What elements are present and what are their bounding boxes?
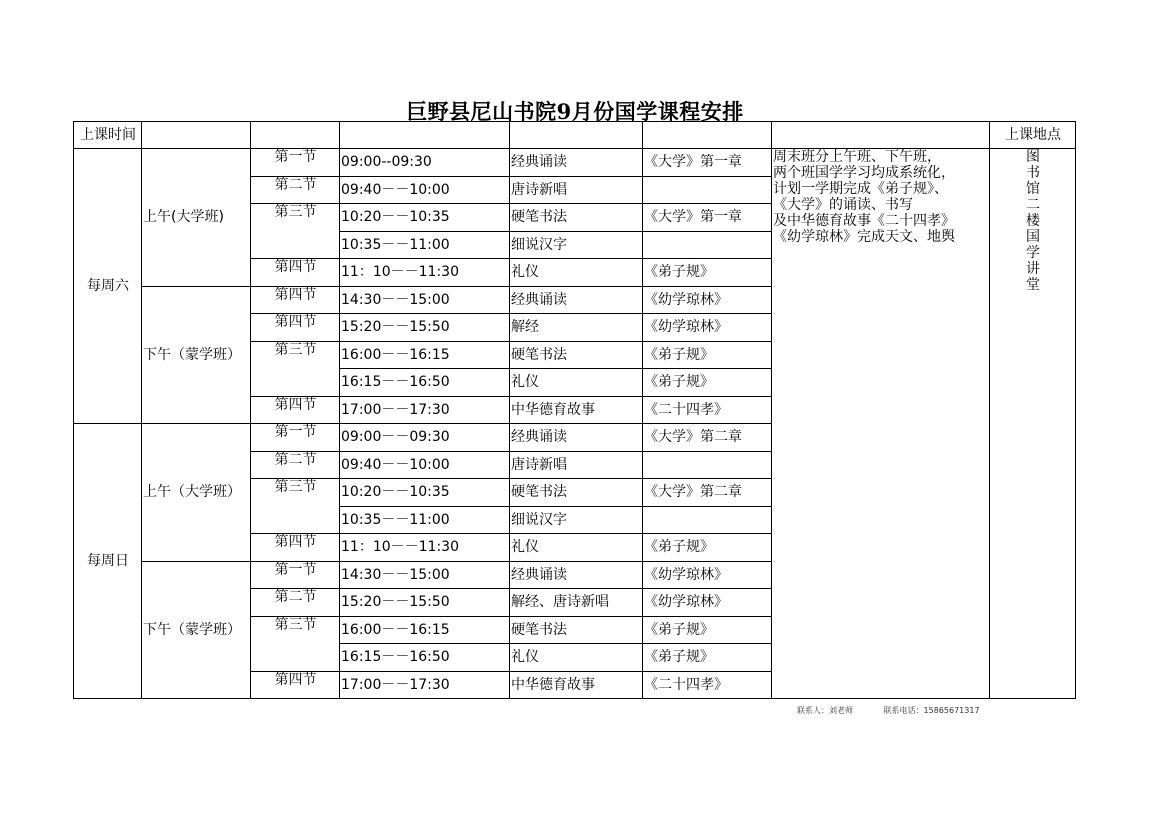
course-cell: 经典诵读 <box>510 149 643 177</box>
time-cell: 14:30－－15:00 <box>340 561 510 589</box>
time-cell: 16:15－－16:50 <box>340 644 510 672</box>
section-label: 第一节 <box>251 424 340 452</box>
location-char: 二 <box>1026 197 1040 213</box>
location-char: 馆 <box>1026 181 1040 197</box>
course-cell: 礼仪 <box>510 369 643 397</box>
section-label: 第四节 <box>251 286 340 314</box>
note-line: 《大学》的诵读、书写 <box>773 197 913 213</box>
course-cell: 解经 <box>510 314 643 342</box>
section-label: 第四节 <box>251 259 340 287</box>
book-cell: 《大学》第一章 <box>643 204 772 232</box>
header-empty-cell <box>510 122 643 149</box>
header-place-label: 上课地点 <box>990 122 1076 149</box>
book-cell: 《幼学琼林》 <box>643 561 772 589</box>
course-cell: 经典诵读 <box>510 286 643 314</box>
book-cell: 《弟子规》 <box>643 369 772 397</box>
header-row <box>74 122 1076 149</box>
afternoon-class-label: 下午（蒙学班） <box>142 561 251 699</box>
course-cell: 中华德育故事 <box>510 396 643 424</box>
section-label: 第四节 <box>251 534 340 562</box>
course-note <box>772 149 990 699</box>
afternoon-class-label: 下午（蒙学班） <box>142 286 251 424</box>
book-cell: 《弟子规》 <box>643 616 772 644</box>
course-cell: 礼仪 <box>510 534 643 562</box>
schedule-table <box>73 121 1076 699</box>
time-cell: 11：10－－11:30 <box>340 259 510 287</box>
time-cell: 17:00－－17:30 <box>340 396 510 424</box>
location-char: 国 <box>1026 229 1040 245</box>
section-label: 第四节 <box>251 396 340 424</box>
book-cell: 《大学》第一章 <box>643 149 772 177</box>
section-label: 第四节 <box>251 671 340 699</box>
course-cell: 解经、唐诗新唱 <box>510 589 643 617</box>
time-cell: 14:30－－15:00 <box>340 286 510 314</box>
header-time-label: 上课时间 <box>74 122 142 149</box>
morning-class-label: 上午(大学班) <box>142 149 251 287</box>
course-cell: 细说汉字 <box>510 506 643 534</box>
day-label: 每周日 <box>74 424 142 699</box>
time-cell: 16:00－－16:15 <box>340 341 510 369</box>
book-cell <box>643 506 772 534</box>
course-cell: 礼仪 <box>510 644 643 672</box>
note-line: 及中华德育故事《二十四孝》 <box>773 213 955 229</box>
course-cell: 唐诗新唱 <box>510 451 643 479</box>
course-cell: 经典诵读 <box>510 424 643 452</box>
footer-contact <box>797 705 1008 716</box>
location-char: 楼 <box>1026 213 1040 229</box>
book-cell: 《弟子规》 <box>643 534 772 562</box>
course-cell: 硬笔书法 <box>510 341 643 369</box>
course-cell: 硬笔书法 <box>510 479 643 507</box>
book-cell: 《大学》第二章 <box>643 424 772 452</box>
location-char: 图 <box>1026 149 1040 165</box>
header-empty-cell <box>643 122 772 149</box>
section-label: 第一节 <box>251 561 340 589</box>
book-cell: 《幼学琼林》 <box>643 314 772 342</box>
course-cell: 唐诗新唱 <box>510 176 643 204</box>
morning-class-label: 上午（大学班） <box>142 424 251 562</box>
time-cell: 10:20－－10:35 <box>340 479 510 507</box>
time-cell: 16:15－－16:50 <box>340 369 510 397</box>
book-cell <box>643 176 772 204</box>
course-cell: 硬笔书法 <box>510 616 643 644</box>
note-line: 《幼学琼林》完成天文、地舆 <box>773 229 955 245</box>
section-label: 第三节 <box>251 616 340 671</box>
book-cell <box>643 231 772 259</box>
time-cell: 11：10－－11:30 <box>340 534 510 562</box>
section-label: 第三节 <box>251 204 340 259</box>
time-cell: 15:20－－15:50 <box>340 314 510 342</box>
header-empty-cell <box>251 122 340 149</box>
book-cell: 《弟子规》 <box>643 259 772 287</box>
time-cell: 10:35－－11:00 <box>340 506 510 534</box>
header-empty-cell <box>142 122 251 149</box>
section-label: 第二节 <box>251 451 340 479</box>
time-cell: 17:00－－17:30 <box>340 671 510 699</box>
class-location <box>990 149 1076 699</box>
header-empty-cell <box>772 122 990 149</box>
book-cell: 《幼学琼林》 <box>643 286 772 314</box>
course-cell: 细说汉字 <box>510 231 643 259</box>
section-label: 第四节 <box>251 314 340 342</box>
book-cell: 《幼学琼林》 <box>643 589 772 617</box>
contact-phone: 联系电话：15865671317 <box>883 706 980 715</box>
time-cell: 10:20－－10:35 <box>340 204 510 232</box>
header-empty-cell <box>340 122 510 149</box>
section-label: 第一节 <box>251 149 340 177</box>
time-cell: 09:00－－09:30 <box>340 424 510 452</box>
location-char: 书 <box>1026 165 1040 181</box>
book-cell <box>643 451 772 479</box>
page-title: 巨野县尼山书院9月份国学课程安排 <box>406 99 744 124</box>
course-cell: 经典诵读 <box>510 561 643 589</box>
book-cell: 《大学》第二章 <box>643 479 772 507</box>
course-cell: 中华德育故事 <box>510 671 643 699</box>
location-char: 学 <box>1026 245 1040 261</box>
time-cell: 09:00--09:30 <box>340 149 510 177</box>
time-cell: 15:20－－15:50 <box>340 589 510 617</box>
note-line: 周末班分上午班、下午班， <box>773 149 941 165</box>
note-line: 计划一学期完成《弟子规》、 <box>773 181 948 197</box>
time-cell: 16:00－－16:15 <box>340 616 510 644</box>
book-cell: 《二十四孝》 <box>643 396 772 424</box>
section-label: 第三节 <box>251 341 340 396</box>
time-cell: 09:40－－10:00 <box>340 176 510 204</box>
section-label: 第二节 <box>251 589 340 617</box>
course-cell: 礼仪 <box>510 259 643 287</box>
book-cell: 《弟子规》 <box>643 341 772 369</box>
book-cell: 《弟子规》 <box>643 644 772 672</box>
day-label: 每周六 <box>74 149 142 424</box>
location-char: 堂 <box>1026 277 1040 293</box>
contact-person: 联系人：刘老师 <box>797 706 853 715</box>
schedule-row <box>74 149 1076 177</box>
book-cell: 《二十四孝》 <box>643 671 772 699</box>
location-char: 讲 <box>1026 261 1040 277</box>
course-cell: 硬笔书法 <box>510 204 643 232</box>
section-label: 第三节 <box>251 479 340 534</box>
time-cell: 09:40－－10:00 <box>340 451 510 479</box>
note-line: 两个班国学学习均成系统化， <box>773 165 955 181</box>
section-label: 第二节 <box>251 176 340 204</box>
time-cell: 10:35－－11:00 <box>340 231 510 259</box>
